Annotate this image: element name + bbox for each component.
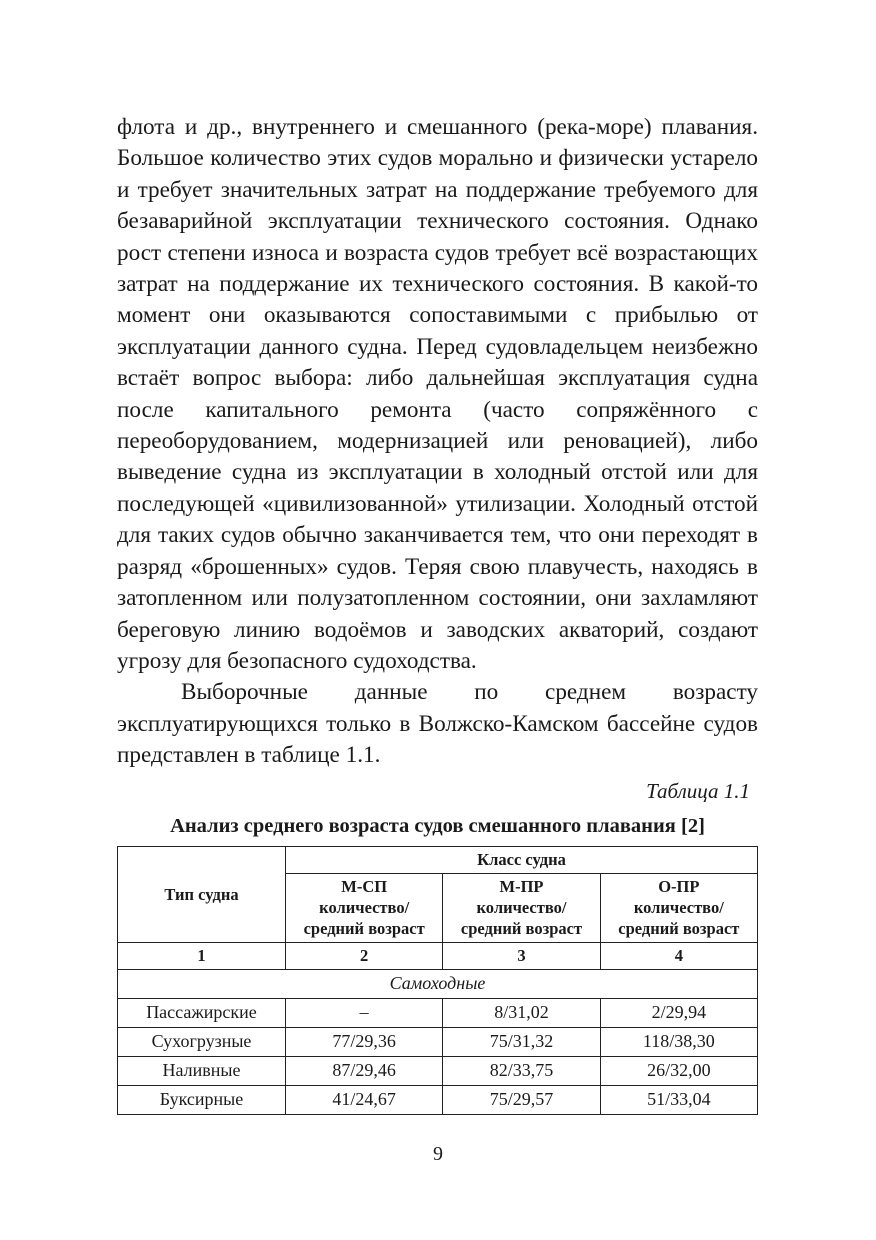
table-row <box>118 1056 758 1085</box>
section-label: Самоходные <box>118 969 758 998</box>
table-cell: Пассажирские <box>118 998 286 1027</box>
subheader-line2: средний возраст <box>303 919 425 939</box>
table-cell: Наливные <box>118 1056 286 1085</box>
subheader-code: О-ПР <box>658 877 700 897</box>
table-row <box>118 1027 758 1056</box>
page-content <box>117 112 758 1115</box>
section-row <box>118 969 758 998</box>
table-cell: 51/33,04 <box>600 1085 757 1114</box>
header-ship-type: Тип судна <box>118 846 286 942</box>
table-cell: 41/24,67 <box>286 1085 443 1114</box>
column-number: 4 <box>600 942 757 969</box>
body-paragraph-1: флота и др., внутреннего и смешанного (река-море) плавания. Большое количество этих судов морально и физически устарело и требует значительных затрат на поддержание требуемого для безаварийной эксплуатации технического состояния. Однако рост степени износа и возраста судов требует всё возрастающих затрат на поддержание их технического состояния. В какой-то момент они оказываются сопоставимыми с прибылью от эксплуатации данного судна. Перед судовладельцем неизбежно встаёт вопрос выбора: либо дальнейшая эксплуатация судна после капитального ремонта (часто сопряжённого с переоборудованием, модернизацией или реновацией), либо выведение судна из эксплуатации в холодный отстой или для последующей «цивилизованной» утилизации. Холодный отстой для таких судов обычно заканчивается тем, что они переходят в разряд «брошенных» судов. Теряя свою плавучесть, находясь в затопленном или полузатопленном состоянии, они захламляют береговую линию водоёмов и заводских акваторий, создают угрозу для безопасного судоходства. <box>117 114 758 674</box>
table-cell: 75/29,57 <box>443 1085 600 1114</box>
column-number-row <box>118 942 758 969</box>
table-title: Анализ среднего возраста судов смешанного плавания [2] <box>170 814 705 837</box>
table-row <box>118 998 758 1027</box>
column-number: 2 <box>286 942 443 969</box>
column-number: 3 <box>443 942 600 969</box>
subheader-line2: средний возраст <box>618 919 740 939</box>
table-cell: 26/32,00 <box>600 1056 757 1085</box>
header-ship-class: Класс судна <box>286 846 758 873</box>
table-cell: Сухогрузные <box>118 1027 286 1056</box>
page-number: 9 <box>433 1143 443 1165</box>
table-cell: 118/38,30 <box>600 1027 757 1056</box>
table-cell: 87/29,46 <box>286 1056 443 1085</box>
subheader-line2: средний возраст <box>460 919 583 939</box>
table-cell: – <box>286 998 443 1027</box>
subheader-code: М-СП <box>341 877 388 897</box>
subheader-m-pr <box>443 873 600 942</box>
table-cell: 82/33,75 <box>443 1056 600 1085</box>
table-cell: 2/29,94 <box>600 998 757 1027</box>
table-row <box>118 1085 758 1114</box>
table-cell: 77/29,36 <box>286 1027 443 1056</box>
table-cell: 8/31,02 <box>443 998 600 1027</box>
subheader-line1: количество/ <box>633 898 724 918</box>
table-cell: 75/31,32 <box>443 1027 600 1056</box>
subheader-o-pr <box>600 873 757 942</box>
table-cell: Буксирные <box>118 1085 286 1114</box>
subheader-line1: количество/ <box>319 898 410 918</box>
table-number: Таблица 1.1 <box>646 778 750 803</box>
ship-age-table <box>117 846 758 1115</box>
subheader-m-sp <box>286 873 443 942</box>
body-paragraph-2: Выборочные данные по среднем возрасту эксплуатирующихся только в Волжско-Камском бассейне судов представлен в таблице 1.1. <box>117 679 758 769</box>
subheader-code: М-ПР <box>499 877 544 897</box>
subheader-line1: количество/ <box>476 898 567 918</box>
column-number: 1 <box>118 942 286 969</box>
